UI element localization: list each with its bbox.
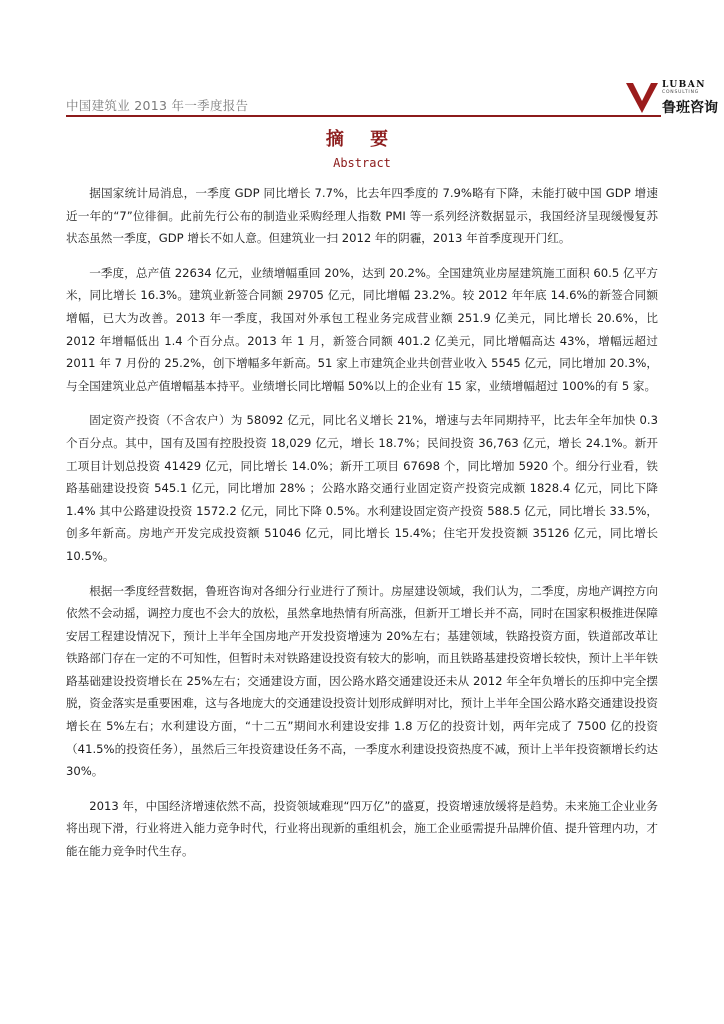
page-subtitle: Abstract <box>333 156 391 170</box>
page-header <box>66 80 718 116</box>
logo-chinese: 鲁班咨询 <box>662 100 718 116</box>
luban-logo <box>626 80 721 116</box>
paragraph: 一季度，总产值 22634 亿元，业绩增幅重回 20%，达到 20.2%。全国建筑业房屋建筑施工面积 60.5 亿平方米，同比增长 16.3%。建筑业新签合同额 29705 亿元，同比增幅 23.2%。较 2012 年年底 14.6%的新签合同额增幅，已大为改善。2013 年一季度，我国对外承包工程业务完成营业额 251.9 亿美元，同比增长 20.6%，比 2012 年增幅低出 1.4 个百分点。2013 年 1 月，新签合同额 401.2 亿美元，同比增幅高达 43%，增幅远超过 2011 年 7 月份的 25.2%，创下增幅多年新高。51 家上市建筑企业共创营业收入 5545 亿元，同比增加 20.3%，与全国建筑业总产值增幅基本持平。业绩增长同比增幅 50%以上的企业有 15 家，业绩增幅超过 100%的有 5 家。 <box>66 265 658 393</box>
luban-v-logo-icon <box>626 81 658 115</box>
paragraph: 2013 年，中国经济增速依然不高，投资领域难现“四万亿”的盛夏，投资增速放缓将是趋势。未来施工企业业务将出现下滑，行业将进入能力竞争时代，行业将出现新的重组机会，施工企业亟需提升品牌价值、提升管理内功，才能在能力竞争时代生存。 <box>66 798 658 859</box>
report-title: 中国建筑业 2013 年一季度报告 <box>66 98 249 113</box>
header-divider <box>66 115 661 117</box>
logo-latin: LUBAN <box>662 80 707 90</box>
page-title: 摘 要 <box>325 129 399 150</box>
paragraph: 根据一季度经营数据，鲁班咨询对各细分行业进行了预计。房屋建设领域，我们认为，二季度，房地产调控方向依然不会动摇，调控力度也不会大的放松，虽然拿地热情有所高涨，但新开工增长并不高，同时在国家积极推进保障安居工程建设情况下，预计上半年全国房地产开发投资增速为 20%左右；基建领域，铁路投资方面，铁道部改革让铁路部门存在一定的不可知性，但暂时未对铁路建设投资有较大的影响，而且铁路基建投资增长较快，预计上半年铁路基础建设投资增长在 25%左右；交通建设方面，因公路水路交通建设还未从 2012 年全年负增长的压抑中完全摆脱，资金落实是重要困难，这与各地庞大的交通建设投资计划形成鲜明对比，预计上半年全国公路水路交通建设投资增长在 5%左右；水利建设方面，“十二五”期间水利建设安排 1.8 万亿的投资计划，两年完成了 7500 亿的投资（41.5%的投资任务），虽然后三年投资建设任务不高，一季度水利建设投资热度不减，预计上半年投资额增长约达 30%。 <box>66 583 658 779</box>
logo-latin-sub: CONSULTING <box>662 90 700 95</box>
paragraph: 据国家统计局消息，一季度 GDP 同比增长 7.7%，比去年四季度的 7.9%略有下降，未能打破中国 GDP 增速近一年的“7”位徘徊。此前先行公布的制造业采购经理人指数 PMI 等一系列经济数据显示，我国经济呈现缓慢复苏状态虽然一季度，GDP 增长不如人意。但建筑业一扫 2012 年的阴霾，2013 年首季度现开门红。 <box>66 186 658 246</box>
paragraph: 固定资产投资（不含农户）为 58092 亿元，同比名义增长 21%，增速与去年同期持平，比去年全年加快 0.3 个百分点。其中，国有及国有控股投资 18,029 亿元，增长 18.7%；民间投资 36,763 亿元，增长 24.1%。新开工项目计划总投资 41429 亿元，同比增长 14.0%；新开工项目 67698 个，同比增加 5920 个。细分行业看，铁路基础建设投资 545.1 亿元，同比增加 28% ；公路水路交通行业固定资产投资完成额 1828.4 亿元，同比下降 1.4% 其中公路建设投资 1572.2 亿元，同比下降 0.5%。水利建设固定资产投资 588.5 亿元，同比增长 33.5%，创多年新高。房地产开发完成投资额 51046 亿元，同比增长 15.4%；住宅开发投资额 35126 亿元，同比增长 10.5%。 <box>66 413 658 563</box>
abstract-body <box>66 182 658 875</box>
